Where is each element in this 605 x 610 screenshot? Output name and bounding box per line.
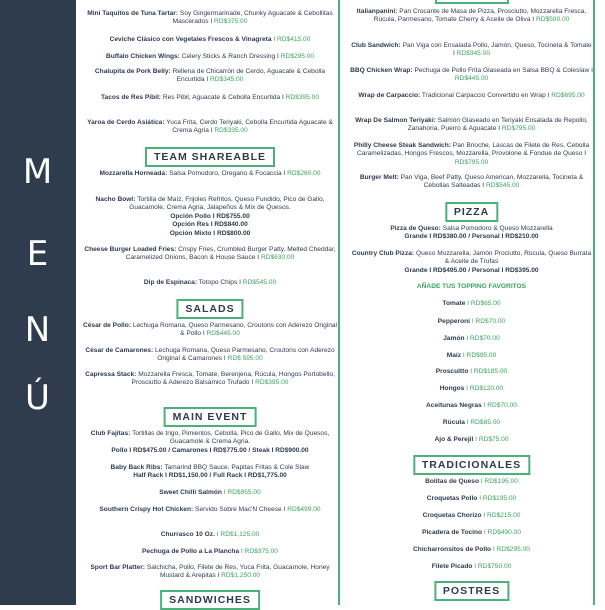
item-price: RD$335.00: [214, 127, 248, 135]
topping-name: Hongos: [439, 385, 465, 392]
item-name: Picadera de Tocino: [422, 529, 483, 536]
item-option: Opción Res I RD$840.00: [172, 221, 248, 229]
menu-item: [82, 246, 338, 263]
item-name: Wrap De Salmon Teriyaki:: [355, 117, 436, 124]
item-desc: Salmón Glaseado en Teriyaki Ensalada de Repollo, Zanahoria, Puerro & Aguacate I: [407, 117, 588, 133]
topping-name: Rúcula: [442, 419, 465, 426]
section-header-sandwiches: SANDWICHES: [160, 590, 260, 610]
item-name: César de Pollo:: [82, 322, 131, 329]
topping-name: Tomate: [442, 300, 466, 307]
item-name: Chicharronsitos de Pollo: [413, 546, 492, 553]
item-desc: Mozzarella Fresca, Tomate, Berenjena, Rúcula, Hongos Portobello, Prosciutto & Aderezo Balsámico Trufado I: [131, 371, 335, 387]
item-name: Dip de Espinaca:: [143, 279, 198, 286]
item-desc: Tortilla de Maíz, Frijoles Refritos, Queso Fundido, Pico de Gallo, Guacamole, Crema Agria, Jalapeños & Mix de Quesos.: [129, 196, 325, 212]
item-name: Filete Picado: [431, 563, 473, 570]
section-header-main-event: MAIN EVENT: [164, 407, 257, 427]
item-desc: Res Pibil, Aguacate & Cebolla Encurtida I: [162, 94, 284, 101]
topping-name: Aceitunas Negras: [426, 402, 482, 409]
item-desc: Tortillas de trigo, Pimientos, Cebolla, Pico de Gallo, Mix de Quesos, Guacamole & Crema Agria.: [132, 430, 330, 446]
item-desc: Lechuga Romana, Queso Parmesano, Croutons con Aderezo Original & Camarones I: [155, 347, 335, 363]
topping-name: Maíz: [446, 352, 462, 359]
menu-item: [82, 279, 338, 287]
item-price: RD$545.00: [485, 182, 520, 190]
topping-price: I RD$75.00: [475, 436, 509, 443]
item-price: RD$260.00: [287, 170, 321, 177]
topping-item: [350, 318, 593, 326]
topping-item: [350, 335, 593, 343]
menu-item: [82, 170, 338, 178]
menu-item: [350, 225, 593, 242]
topping-item: [350, 368, 593, 376]
topping-price: I RD$85.00: [466, 419, 501, 426]
item-name: Baby Back Ribs:: [110, 464, 163, 471]
menu-item: [350, 92, 593, 100]
item-desc: Rellena de Chicarrón de Cerdo, Aguacate & Cebolla Encurtida I: [172, 68, 326, 84]
item-desc: Yuca Frita, Cerdo Teriyaki, Cebolla Encurtida Aguacate & Crema Agria I: [166, 119, 333, 135]
topping-name: Proscuitto: [435, 368, 469, 375]
item-name: Burger Melt:: [359, 174, 399, 181]
topping-price: I RD$120.00: [466, 385, 504, 392]
item-name: Mini Taquitos de Tuna Tartar:: [87, 10, 179, 17]
section-header-salads: SALADS: [176, 299, 243, 319]
item-name: Sweet Chilli Salmón: [159, 489, 222, 496]
item-desc: Celery Sticks & Ranch Dressing I: [181, 53, 279, 60]
item-desc: Crispy Fries, Crumbled Burger Patty, Melted Cheddar, Caramelized Onions, Bacon & House Sauce I: [125, 246, 336, 262]
item-name: Pechuga de Pollo a La Plancha: [142, 548, 240, 555]
item-desc: Salsa Pomodoro, Oregano & Focaccia I: [169, 170, 286, 177]
menu-item: [350, 174, 593, 191]
item-price: RD$500.00: [535, 16, 570, 24]
menu-item: [350, 478, 593, 486]
item-desc: Tamarind BBQ Sauce, Papitas Fritas & Cole Slaw: [164, 464, 310, 471]
item-desc: Tradicional Carpaccio Convertido en Wrap I: [421, 92, 550, 99]
menu-letter-e: E: [26, 234, 50, 274]
menu-item: [82, 196, 338, 238]
item-name: Southern Crispy Hot Chicken:: [99, 506, 194, 513]
topping-price: I RD$95.00: [462, 352, 497, 359]
item-option: Opción Pollo I RD$755.00: [170, 212, 250, 220]
menu-item: [82, 506, 338, 514]
item-price: RD$445.00: [206, 330, 240, 338]
menu-item: [82, 347, 338, 364]
item-price: I RD$295.00: [492, 546, 530, 553]
section-header-team-shareable: TEAM SHAREABLE: [145, 147, 275, 167]
item-price: RD$545.00: [242, 279, 277, 286]
menu-item: [82, 94, 338, 102]
item-name: Italianpanini:: [356, 8, 398, 15]
item-price: RD$499.00: [287, 506, 321, 513]
item-price-line: Grande I RD$380.00 / Personal I RD$210.00: [404, 233, 539, 241]
section-header-tradicionales: TRADICIONALES: [413, 455, 530, 475]
menu-item: [82, 531, 338, 539]
item-name: Croquetas Pollo: [426, 495, 478, 502]
menu-item: [350, 250, 593, 275]
menu-item: [350, 563, 593, 571]
item-price: RD$795.00: [501, 125, 536, 133]
item-name: Club Fajitas:: [90, 430, 131, 437]
item-price-line: Grande I RD$495.00 / Personal I RD$395.00: [404, 266, 539, 274]
item-name: Club Sandwich:: [351, 42, 401, 49]
item-name: César de Camarones:: [85, 347, 154, 354]
item-name: Country Club Pizza:: [351, 250, 415, 257]
menu-item: [82, 119, 338, 136]
item-desc: Soy Gingermarinade, Chunky Aguacate & Cebollitas Mascerados I: [172, 10, 333, 26]
item-option: Opción Mixto I RD$800.00: [169, 229, 251, 237]
topping-name: Jamón: [443, 335, 465, 342]
topping-item: [350, 402, 593, 410]
menu-item: [82, 68, 338, 85]
item-price-line: Half Rack I RD$1,150.00 / Full Rack I RD$1,775.00: [133, 472, 287, 480]
item-price: I RD$375.00: [240, 548, 278, 555]
item-price: I RD$415.00: [273, 36, 311, 43]
item-name: Sport Bar Platter:: [90, 564, 145, 571]
topping-item: [350, 419, 593, 427]
item-desc: Pan Viga, Beef Patty, Queso American, Mozzarella, Tocineta & Cebollas Salteadas I: [400, 174, 584, 190]
item-price: RD$345.00: [210, 76, 244, 84]
menu-item: [350, 512, 593, 520]
menu-item: [350, 8, 593, 25]
item-name: Tacos de Res Pibil:: [101, 94, 161, 101]
menu-letter-m: M: [22, 152, 54, 192]
menu-sidebar: [0, 0, 76, 605]
item-price: RD$ 595.00: [227, 355, 263, 363]
item-name: Capressa Stack:: [85, 371, 137, 378]
menu-item: [350, 546, 593, 554]
item-price: RD$695.00: [551, 92, 585, 99]
item-name: Cheese Burger Loaded Fries:: [84, 246, 177, 253]
menu-item: [82, 430, 338, 455]
item-price: I RD$490.00: [483, 529, 521, 536]
topping-item: [350, 300, 593, 308]
menu-item: [82, 10, 338, 27]
item-price: RD$395.00: [255, 379, 289, 387]
item-desc: Pechuga de Pollo Frita Glaseada en Salsa BBQ & Coleslaw I: [414, 67, 593, 74]
item-name: Croquetas Chorizo: [422, 512, 482, 519]
topping-price: I RD$185.00: [470, 368, 508, 375]
topping-price: I RD$65.00: [467, 300, 501, 307]
topping-item: [350, 385, 593, 393]
menu-item: [350, 142, 593, 167]
menu-item: [82, 36, 338, 44]
item-desc: Queso Mozzarella, Jamón Prociutto, Rúcula, Queso Burrata & Aceite de Trufas: [415, 250, 592, 266]
item-price: RD$345.00: [456, 50, 491, 58]
menu-item: [82, 371, 338, 388]
item-name: Churrasco 10 Oz.: [160, 531, 215, 538]
item-price-line: Pollo I RD$475.00 / Camarones I RD$775.00 / Steak I RD$900.00: [111, 446, 309, 454]
section-header-postres: POSTRES: [434, 581, 509, 601]
item-price: RD$795.00: [454, 158, 489, 166]
item-price: RD$395.00: [285, 94, 319, 101]
topping-item: [350, 436, 593, 444]
item-price: I RD$750.00: [474, 563, 512, 570]
item-price: RD$630.00: [260, 254, 295, 262]
item-name: Wrap de Carpaccio:: [358, 92, 421, 99]
menu-item: [82, 548, 338, 556]
menu-item: [82, 489, 338, 497]
item-name: Nacho Bowl:: [95, 196, 136, 203]
item-price: RD$445.00: [454, 75, 489, 83]
menu-item: [350, 117, 593, 134]
item-name: Philly Cheese Steak Sandwich:: [353, 142, 451, 149]
section-header-pizza: PIZZA: [445, 202, 498, 222]
menu-item: [350, 529, 593, 537]
column-divider-right: [593, 0, 595, 605]
item-price: RD$1,250.00: [221, 572, 261, 580]
item-price: RD$375.00: [214, 18, 248, 26]
menu-item: [82, 564, 338, 581]
topping-price: I RD$70.00: [483, 402, 517, 409]
menu-letter-u: Ú: [25, 378, 51, 418]
item-price: I RD$195.00: [480, 478, 518, 485]
item-name: BBQ Chicken Wrap:: [350, 67, 413, 74]
item-name: Mozzarella Horneada:: [99, 170, 168, 177]
item-desc: Salchicha, Pollo, Filete de Res, Yuca Frita, Guacamole, Honey Mustard & Arepitas I: [146, 564, 330, 580]
item-desc: Salsa Pomodoro & Queso Mozzarella: [442, 225, 553, 232]
section-header-fragment: [435, 0, 509, 4]
item-name: Bolitas de Queso: [425, 478, 479, 485]
column-divider-left: [338, 0, 340, 605]
menu-item: [350, 495, 593, 503]
item-name: Ceviche Clásico con Vegetales Frescos & Vinagreta: [109, 36, 272, 43]
menu-item: [350, 67, 593, 84]
item-name: Yaroa de Cerdo Asiática:: [87, 119, 165, 126]
menu-item: [350, 42, 593, 59]
item-price: I RD$215.00: [483, 512, 521, 519]
topping-name: Pepperoni: [437, 318, 471, 325]
item-desc: Pan Brioche, Lascas de Filete de Res, Cebolla Caramelizadas, Hongos Frescos, Mozzarella, Provolone & Fondue de Queso I: [356, 142, 590, 158]
menu-item: [82, 53, 338, 61]
item-name: Pizza de Queso:: [390, 225, 441, 232]
item-price: I RD$195.00: [479, 495, 517, 502]
item-price: I RD$1,125.00: [216, 531, 260, 538]
item-name: Chalupita de Pork Belly:: [94, 68, 171, 75]
item-desc: Pan Viga con Ensalada Pollo, Jamón, Queso, Tocineta & Tomate I: [402, 42, 592, 58]
toppings-title: AÑADE TUS TOPPING FAVORITOS: [416, 283, 527, 290]
topping-item: [350, 352, 593, 360]
topping-price: I RD$70.00: [466, 335, 500, 342]
topping-name: Ajo & Perejil: [434, 436, 474, 443]
item-price: RD$295.00: [280, 53, 315, 60]
item-name: Buffalo Chicken Wings:: [105, 53, 180, 60]
topping-price: I RD$70.00: [471, 318, 506, 325]
item-price: I RD$955.00: [223, 489, 261, 496]
item-desc: Pan Crocante de Masa de Pizza, Prosciutto, Mozzarella Fresca, Rúcula, Parmesano, Tomate Cherry & Aceite de Oliva I: [373, 8, 587, 24]
menu-item: [82, 322, 338, 339]
item-desc: Servido Sobre Mac'N Cheese I: [195, 506, 286, 513]
item-desc: Totopo Chips I: [198, 279, 241, 286]
menu-letter-n: N: [24, 310, 52, 350]
item-desc: Lechuga Romana, Queso Parmesano, Croutons con Aderezo Original & Pollo I: [132, 322, 338, 338]
menu-item: [82, 464, 338, 481]
